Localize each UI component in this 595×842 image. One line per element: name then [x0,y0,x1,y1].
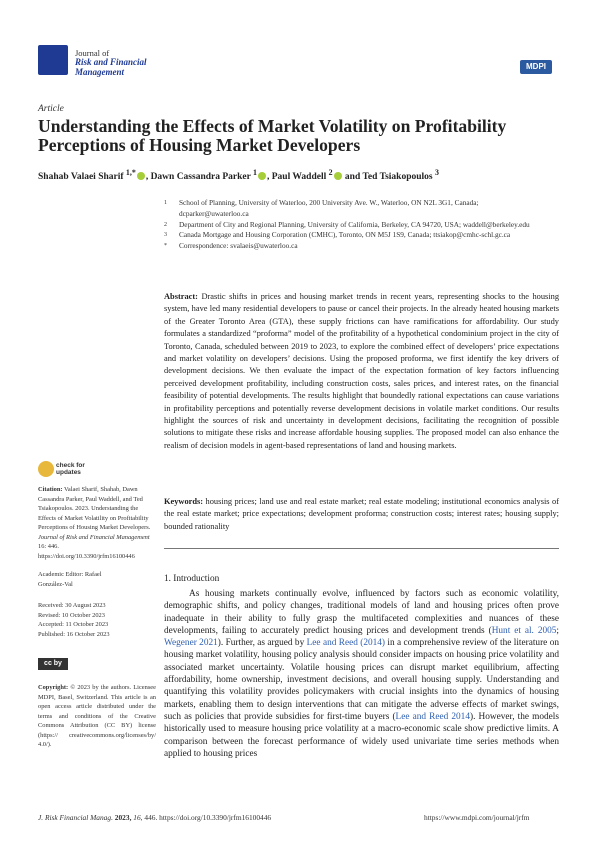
footer-citation [38,813,271,822]
author-sup: 3 [434,168,439,177]
copyright-text: © 2023 by the authors. Licensee MDPI, Basel, Switzerland. This article is an open access article distributed under the terms and conditions of the Creative Commons Attribution (CC BY) license (https:// creativecommons.org/licenses/by/ 4.0/). [38,684,156,748]
check-for-updates-icon[interactable] [38,461,54,477]
citation-link[interactable]: Wegener 2021 [164,638,218,649]
author-sup: 1 [253,168,257,177]
check-for-updates[interactable] [56,462,85,476]
author-name[interactable]: Paul Waddell [271,172,327,183]
citation-text: Valaei Sharif, Shahab, Dawn Cassandra Parker, Paul Waddell, and Ted Tsiakopoulos. 2023. Understanding the Effects of Market Volatility on Profitability Perceptions of Housing Market Developers. [38,486,151,531]
affiliation-number: 1 [164,200,167,206]
author-separator: , [145,172,151,183]
publication-dates [38,601,156,639]
author-list [38,168,558,182]
intro-text-a: As housing markets continually evolve, influenced by factors such as economic volatility, demographic shifts, and policy changes, traditional models of land and housing prices often prove inadequate in their ability to fully grasp the multifaceted complexities and nuances of these developments, failing to accurately predict housing prices and development trends ( [164,589,559,636]
footer-journal: J. Risk Financial Manag. [38,813,113,822]
orcid-icon[interactable] [258,172,266,180]
affiliation-item [164,220,544,231]
article-type: Article [38,104,64,114]
citation-link[interactable]: Hunt et al. 2005 [491,625,557,636]
author-sup: 1,* [125,168,136,177]
mdpi-logo[interactable]: MDPI [520,60,552,74]
keywords [164,496,559,533]
keywords-text: housing prices; land use and real estate market; real estate modeling; institutional economics analysis of the real estate market; price expectations; development proforma; construction costs; interest rates; housing supply; bounded rationality [164,497,559,531]
affiliation-text: Canada Mortgage and Housing Corporation (CMHC), Toronto, ON M5J 1S9, Canada; ttsiakop@cmhc-schl.gc.ca [179,230,511,240]
affiliation-text: Department of City and Regional Planning, University of California, Berkeley, CA 94720, USA; waddell@berkeley.edu [179,219,530,229]
affiliation-item [164,230,544,241]
intro-paragraph [164,588,559,760]
keywords-label: Keywords: [164,497,204,506]
author-sup: 2 [328,168,333,177]
section-heading: 1. Introduction [164,574,220,584]
affiliations [164,198,544,252]
affiliation-item [164,241,544,252]
abstract [164,291,559,452]
citation-doi[interactable]: 16: 446. https://doi.org/10.3390/jrfm16100446 [38,543,135,560]
academic-editor [38,570,156,589]
citation-journal: Journal of Risk and Financial Management [38,533,150,541]
intro-text-c: in a comprehensive review of the literature on housing market volatility, housing policy analysis should consider impacts on housing price volatility and associated market uncertainty. Volatile housing prices can disrupt market equilibrium, affecting affordability, home ownership, investment decisions, and overall housing supply. Understanding and quantifying this volatility provides policymakers with crucial insights into the dynamics of housing markets, enabling them to design interventions that can mitigate the adverse effects of market swings, such as policies that provide subsidies for first-time buyers ( [164,638,559,722]
date-received: Received: 30 August 2023 [38,602,106,609]
section-divider [164,548,559,549]
intro-text-b: ). Further, as argued by [217,638,307,649]
journal-name-line1: Risk and Financial [75,57,147,67]
journal-label: Journal of [75,48,110,58]
affiliation-text: Correspondence: svalaeis@uwaterloo.ca [179,241,298,251]
date-accepted: Accepted: 11 October 2023 [38,621,109,628]
journal-logo [38,45,68,75]
footer-volume: 16, [133,813,143,822]
check-line2: updates [56,469,81,476]
author-name[interactable]: Dawn Cassandra Parker [150,172,251,183]
author-name[interactable]: Shahab Valaei Sharif [38,172,124,183]
footer-year: 2023, [114,813,132,822]
copyright-label: Copyright: [38,684,69,691]
footer-url[interactable]: https://www.mdpi.com/journal/jrfm [424,813,530,822]
affiliation-text: School of Planning, University of Waterloo, 200 University Ave. W., Waterloo, ON N2L 3G1, Canada; dcparker@uwaterloo.ca [179,198,479,218]
date-published: Published: 16 October 2023 [38,630,110,638]
affiliation-item [164,198,544,220]
citation-link[interactable]: Lee and Reed 2014 [395,711,470,722]
citation-separator: ; [556,625,560,636]
abstract-label: Abstract: [164,292,198,301]
cc-by-license-icon[interactable]: cc by [38,658,68,670]
citation-label: Citation: [38,486,63,493]
author-name[interactable]: Ted Tsiakopoulos [362,172,433,183]
affiliation-number: 3 [164,232,167,239]
intro-text-d: ). However, the models historically used to measure housing price volatility at a macro-economic scale show predictive limits. A comparison between the forecast performance of widely used univariate time series methods when applied to housing prices [164,711,559,759]
author-separator: , [267,172,272,183]
citation-block [38,485,156,561]
citation-link[interactable]: Lee and Reed (2014) [306,638,386,649]
journal-name[interactable] [75,57,147,77]
editor-name: González-Val [38,580,73,588]
check-line1: check for [56,462,85,469]
author-separator: and [342,172,363,183]
paper-title: Understanding the Effects of Market Volatility on Profitability Perceptions of Housing Market Developers [38,116,507,155]
abstract-text: Drastic shifts in prices and housing market trends in recent years, representing shocks to the housing system, have led many residential developers to pause or cancel their projects. In the already heated housing markets of the Greater Toronto Area (GTA), these supply frictions can have ramifications for affordability. Our study formulates a standardized “proforma” model of the profitability of a hypothetical condominium project in the city of Toronto, Canada, scheduled between 2019 to 2023, to explore the combined effect of developers’ price expectations and market volatility on developers’ decisions. Using the proposed proforma, we first identify the key drivers of development decisions. We then evaluate the impact of the expectation formation of key factors influencing perceived development profitability, including construction costs, sales prices, and interest rates, on the financial feasibility of potential developments. The results highlight that boundedly rational expectations can cause variations in profitability perceptions and potentially reverse development decisions in volatile market conditions. Our results highlight the sources of risk and uncertainty in development decisions, facilitating the recognition of possible solutions to mitigate these risks and increase affordable housing supplies. The proposed model can also enhance the realism of decision models in agent-based representations of land and housing markets. [164,292,560,450]
affiliation-number: 2 [164,221,167,228]
copyright-notice [38,683,156,750]
affiliation-number: * [164,243,167,250]
footer-doi[interactable]: 446. https://doi.org/10.3390/jrfm16100446 [144,813,272,822]
journal-name-line2: Management [75,67,125,77]
orcid-icon[interactable] [137,172,145,180]
editor-label: Academic Editor: Rafael [38,571,102,578]
orcid-icon[interactable] [334,172,342,180]
date-revised: Revised: 10 October 2023 [38,611,105,619]
